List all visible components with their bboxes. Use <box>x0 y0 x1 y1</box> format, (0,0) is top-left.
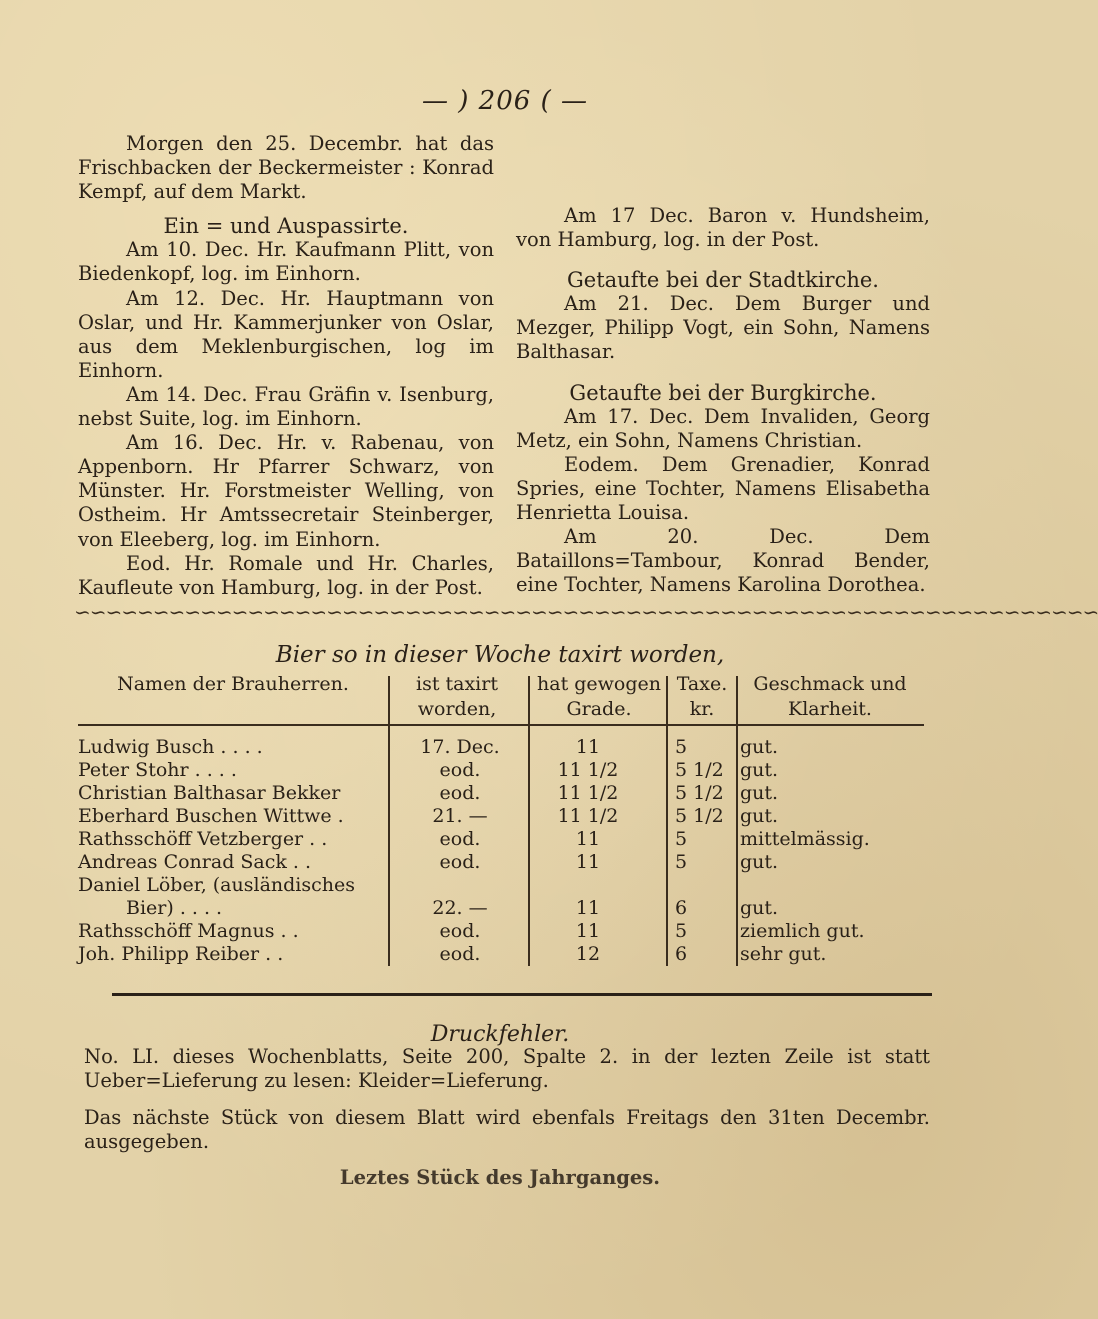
table-header-name: Namen der Brauherren. <box>117 673 349 695</box>
taxed-date: eod. <box>439 759 481 781</box>
brewer-name: Rathsschöff Magnus . . <box>78 920 299 942</box>
table-row <box>78 736 938 759</box>
section-title-baptisms-city: Getaufte bei der Stadtkirche. <box>567 268 879 293</box>
right-column <box>516 132 930 597</box>
weight-grade: 11 <box>575 920 601 942</box>
weight-grade: 11 1/2 <box>557 805 619 827</box>
baptism-entry: Am 17. Dec. Dem Invaliden, Georg Metz, ein Sohn, Namens Christian. <box>516 404 930 452</box>
weight-grade: 11 <box>575 851 601 873</box>
taste-rating: gut. <box>740 782 779 804</box>
taxed-date: eod. <box>439 782 481 804</box>
taxed-date: 17. Dec. <box>420 736 500 758</box>
weight-grade: 12 <box>575 943 601 965</box>
table-row <box>78 851 938 874</box>
errata-text <box>84 1045 930 1093</box>
tax-value: 5 1/2 <box>675 805 724 827</box>
table-header-date: ist taxirt worden, <box>416 673 498 720</box>
beer-table-title: Bier so in dieser Woche taxirt worden, <box>275 642 725 668</box>
taste-rating: gut. <box>740 851 779 873</box>
last-piece-notice: Leztes Stück des Jahrganges. <box>339 1166 661 1189</box>
ornamental-divider: ∽∽∽∽∽∽∽∽∽∽∽∽∽∽∽∽∽∽∽∽∽∽∽∽∽∽∽∽∽∽∽∽∽∽∽∽∽∽∽∽∽∽∽∽∽∽∽∽∽∽∽∽∽∽∽∽∽∽∽∽∽∽∽∽∽ <box>74 600 1098 624</box>
taste-rating: gut. <box>740 759 779 781</box>
errata-title: Druckfehler. <box>430 1022 570 1047</box>
tax-value: 5 <box>675 920 688 942</box>
table-header-grade: hat gewogen Grade. <box>537 673 661 720</box>
arrival-entry: Am 12. Dec. Hr. Hauptmann von Oslar, und Hr. Kammerjunker von Oslar, aus dem Meklenburgischen, log im Einhorn. <box>78 286 494 382</box>
taste-rating: gut. <box>740 736 779 758</box>
brewer-name: Andreas Conrad Sack . . <box>78 851 312 873</box>
table-row <box>78 943 938 966</box>
brewer-name: Bier) . . . . <box>126 897 223 919</box>
table-header-tax: Taxe. kr. <box>676 673 728 720</box>
table-row <box>78 874 938 897</box>
tax-value: 5 <box>675 851 688 873</box>
taxed-date: eod. <box>439 943 481 965</box>
table-row <box>78 759 938 782</box>
tax-value: 5 <box>675 736 688 758</box>
left-column <box>78 132 494 600</box>
table-header-taste: Geschmack und Klarheit. <box>753 673 907 720</box>
tax-value: 5 <box>675 828 688 850</box>
table-row <box>78 897 938 920</box>
taste-rating: gut. <box>740 897 779 919</box>
arrival-entry: Eod. Hr. Romale und Hr. Charles, Kaufleute von Hamburg, log. in der Post. <box>78 551 494 599</box>
tax-value: 5 1/2 <box>675 759 724 781</box>
arrival-entry: Am 10. Dec. Hr. Kaufmann Plitt, von Biedenkopf, log. im Einhorn. <box>78 238 494 286</box>
taxed-date: 21. — <box>432 805 488 827</box>
table-row <box>78 805 938 828</box>
brewer-name: Peter Stohr . . . . <box>78 759 237 781</box>
taste-rating: gut. <box>740 805 779 827</box>
tax-value: 5 1/2 <box>675 782 724 804</box>
weight-grade: 11 <box>575 828 601 850</box>
baptism-entry: Eodem. Dem Grenadier, Konrad Spries, eine Tochter, Namens Elisabetha Henrietta Louisa. <box>516 452 930 525</box>
table-row <box>78 828 938 851</box>
weight-grade: 11 1/2 <box>557 759 619 781</box>
taxed-date: eod. <box>439 851 481 873</box>
baptism-entry: Am 20. Dec. Dem Bataillons=Tambour, Konrad Bender, eine Tochter, Namens Karolina Dorothea. <box>516 525 930 597</box>
baptism-entry: Am 21. Dec. Dem Burger und Mezger, Philipp Vogt, ein Sohn, Namens Balthasar. <box>516 292 930 364</box>
weight-grade: 11 <box>575 897 601 919</box>
taste-rating: mittelmässig. <box>740 828 870 850</box>
arrival-entry: Am 16. Dec. Hr. v. Rabenau, von Appenborn. Hr Pfarrer Schwarz, von Münster. Hr. Forstmeister Welling, von Ostheim. Hr Amtssecretair Steinberger, von Eleeberg, log. im Einhorn. <box>78 431 494 551</box>
page-number: — ) 206 ( — <box>422 86 588 116</box>
brewer-name: Daniel Löber, (ausländisches <box>78 874 356 896</box>
brewer-name: Rathsschöff Vetzberger . . <box>78 828 328 850</box>
tax-value: 6 <box>675 943 688 965</box>
section-title-arrivals: Ein = und Auspassirte. <box>163 214 409 239</box>
taste-rating: sehr gut. <box>740 943 827 965</box>
weight-grade: 11 <box>575 736 601 758</box>
arrival-entry: Am 14. Dec. Frau Gräfin v. Isenburg, nebst Suite, log. im Einhorn. <box>78 382 494 431</box>
taste-rating: ziemlich gut. <box>740 920 865 942</box>
brewer-name: Joh. Philipp Reiber . . <box>78 943 284 965</box>
section-divider <box>112 993 932 996</box>
arrival-entry: Am 17 Dec. Baron v. Hundsheim, von Hamburg, log. in der Post. <box>516 204 930 252</box>
brewer-name: Ludwig Busch . . . . <box>78 736 263 758</box>
table-row <box>78 782 938 805</box>
brewer-name: Christian Balthasar Bekker <box>78 782 341 804</box>
taxed-date: eod. <box>439 920 481 942</box>
opening-notice: Morgen den 25. Decembr. hat das Frischbacken der Beckermeister : Konrad Kempf, auf dem Markt. <box>78 132 494 204</box>
section-title-baptisms-castle: Getaufte bei der Burgkirche. <box>569 380 877 405</box>
table-row <box>78 920 938 943</box>
tax-value: 6 <box>675 897 688 919</box>
brewer-name: Eberhard Buschen Wittwe . <box>78 805 344 827</box>
taxed-date: 22. — <box>432 897 488 919</box>
weight-grade: 11 1/2 <box>557 782 619 804</box>
next-issue-notice: Das nächste Stück von diesem Blatt wird ebenfals Freitags den 31ten Decembr. ausgegeben. <box>84 1106 930 1153</box>
table-header-rule <box>78 724 924 726</box>
taxed-date: eod. <box>439 828 481 850</box>
errata-paragraph: No. LI. dieses Wochenblatts, Seite 200, Spalte 2. in der lezten Zeile ist statt Ueber=Lieferung zu lesen: Kleider=Lieferung. <box>84 1045 930 1092</box>
